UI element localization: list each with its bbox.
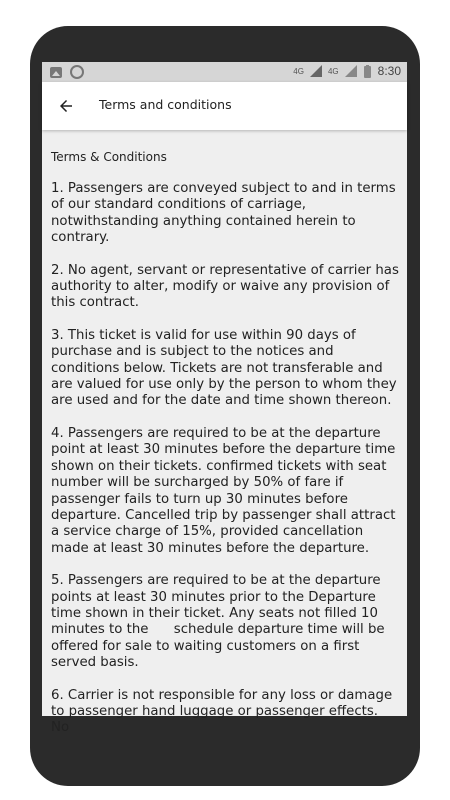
terms-content[interactable] [42, 130, 407, 736]
terms-paragraph-1: 1. Passengers are conveyed subject to and in terms of our standard conditions of carriage, notwithstanding anything contained herein to contrary. [51, 181, 400, 246]
circle-icon [70, 65, 84, 79]
app-bar [42, 82, 407, 130]
image-icon [50, 67, 62, 78]
page-title: Terms and conditions [99, 97, 232, 112]
back-button[interactable] [54, 94, 78, 118]
network-label-2: 4G [327, 66, 339, 76]
status-bar [42, 62, 407, 82]
terms-paragraph-6: 6. Carrier is not responsible for any loss or damage to passenger hand luggage or passenger effects. No [51, 687, 397, 736]
screen [42, 62, 407, 736]
terms-heading: Terms & Conditions [51, 150, 167, 164]
terms-paragraph-4: 4. Passengers are required to be at the departure point at least 30 minutes before the departure time shown on their tickets. confirmed tickets with seat number will be surcharged by 50% of fare if passenger fails to turn up 30 minutes before departure. Cancelled trip by passenger shall attract a service charge of 15%, provided cancellation made at least 30 minutes before the departure. [51, 425, 400, 556]
signal-icon-2 [345, 65, 357, 77]
terms-paragraph-2: 2. No agent, servant or representative of carrier has authority to alter, modify or waive any provision of this contract. [51, 262, 404, 311]
status-time: 8:30 [377, 64, 401, 78]
arrow-left-icon [57, 97, 75, 115]
signal-icon [310, 65, 322, 77]
terms-paragraph-3: 3. This ticket is valid for use within 90 days of purchase and is subject to the notices and conditions below. Tickets are not transferable and are valued for use only by the person to whom they are used and for the date and time shown thereon. [51, 327, 401, 409]
terms-paragraph-5: 5. Passengers are required to be at the departure points at least 30 minutes prior to the Departure time shown in their ticket. Any seats not filled 10 minutes to the schedule departure time will be offered for sale to waiting customers on a first served basis. [51, 573, 389, 671]
battery-icon [363, 65, 372, 78]
network-label: 4G [293, 66, 304, 76]
